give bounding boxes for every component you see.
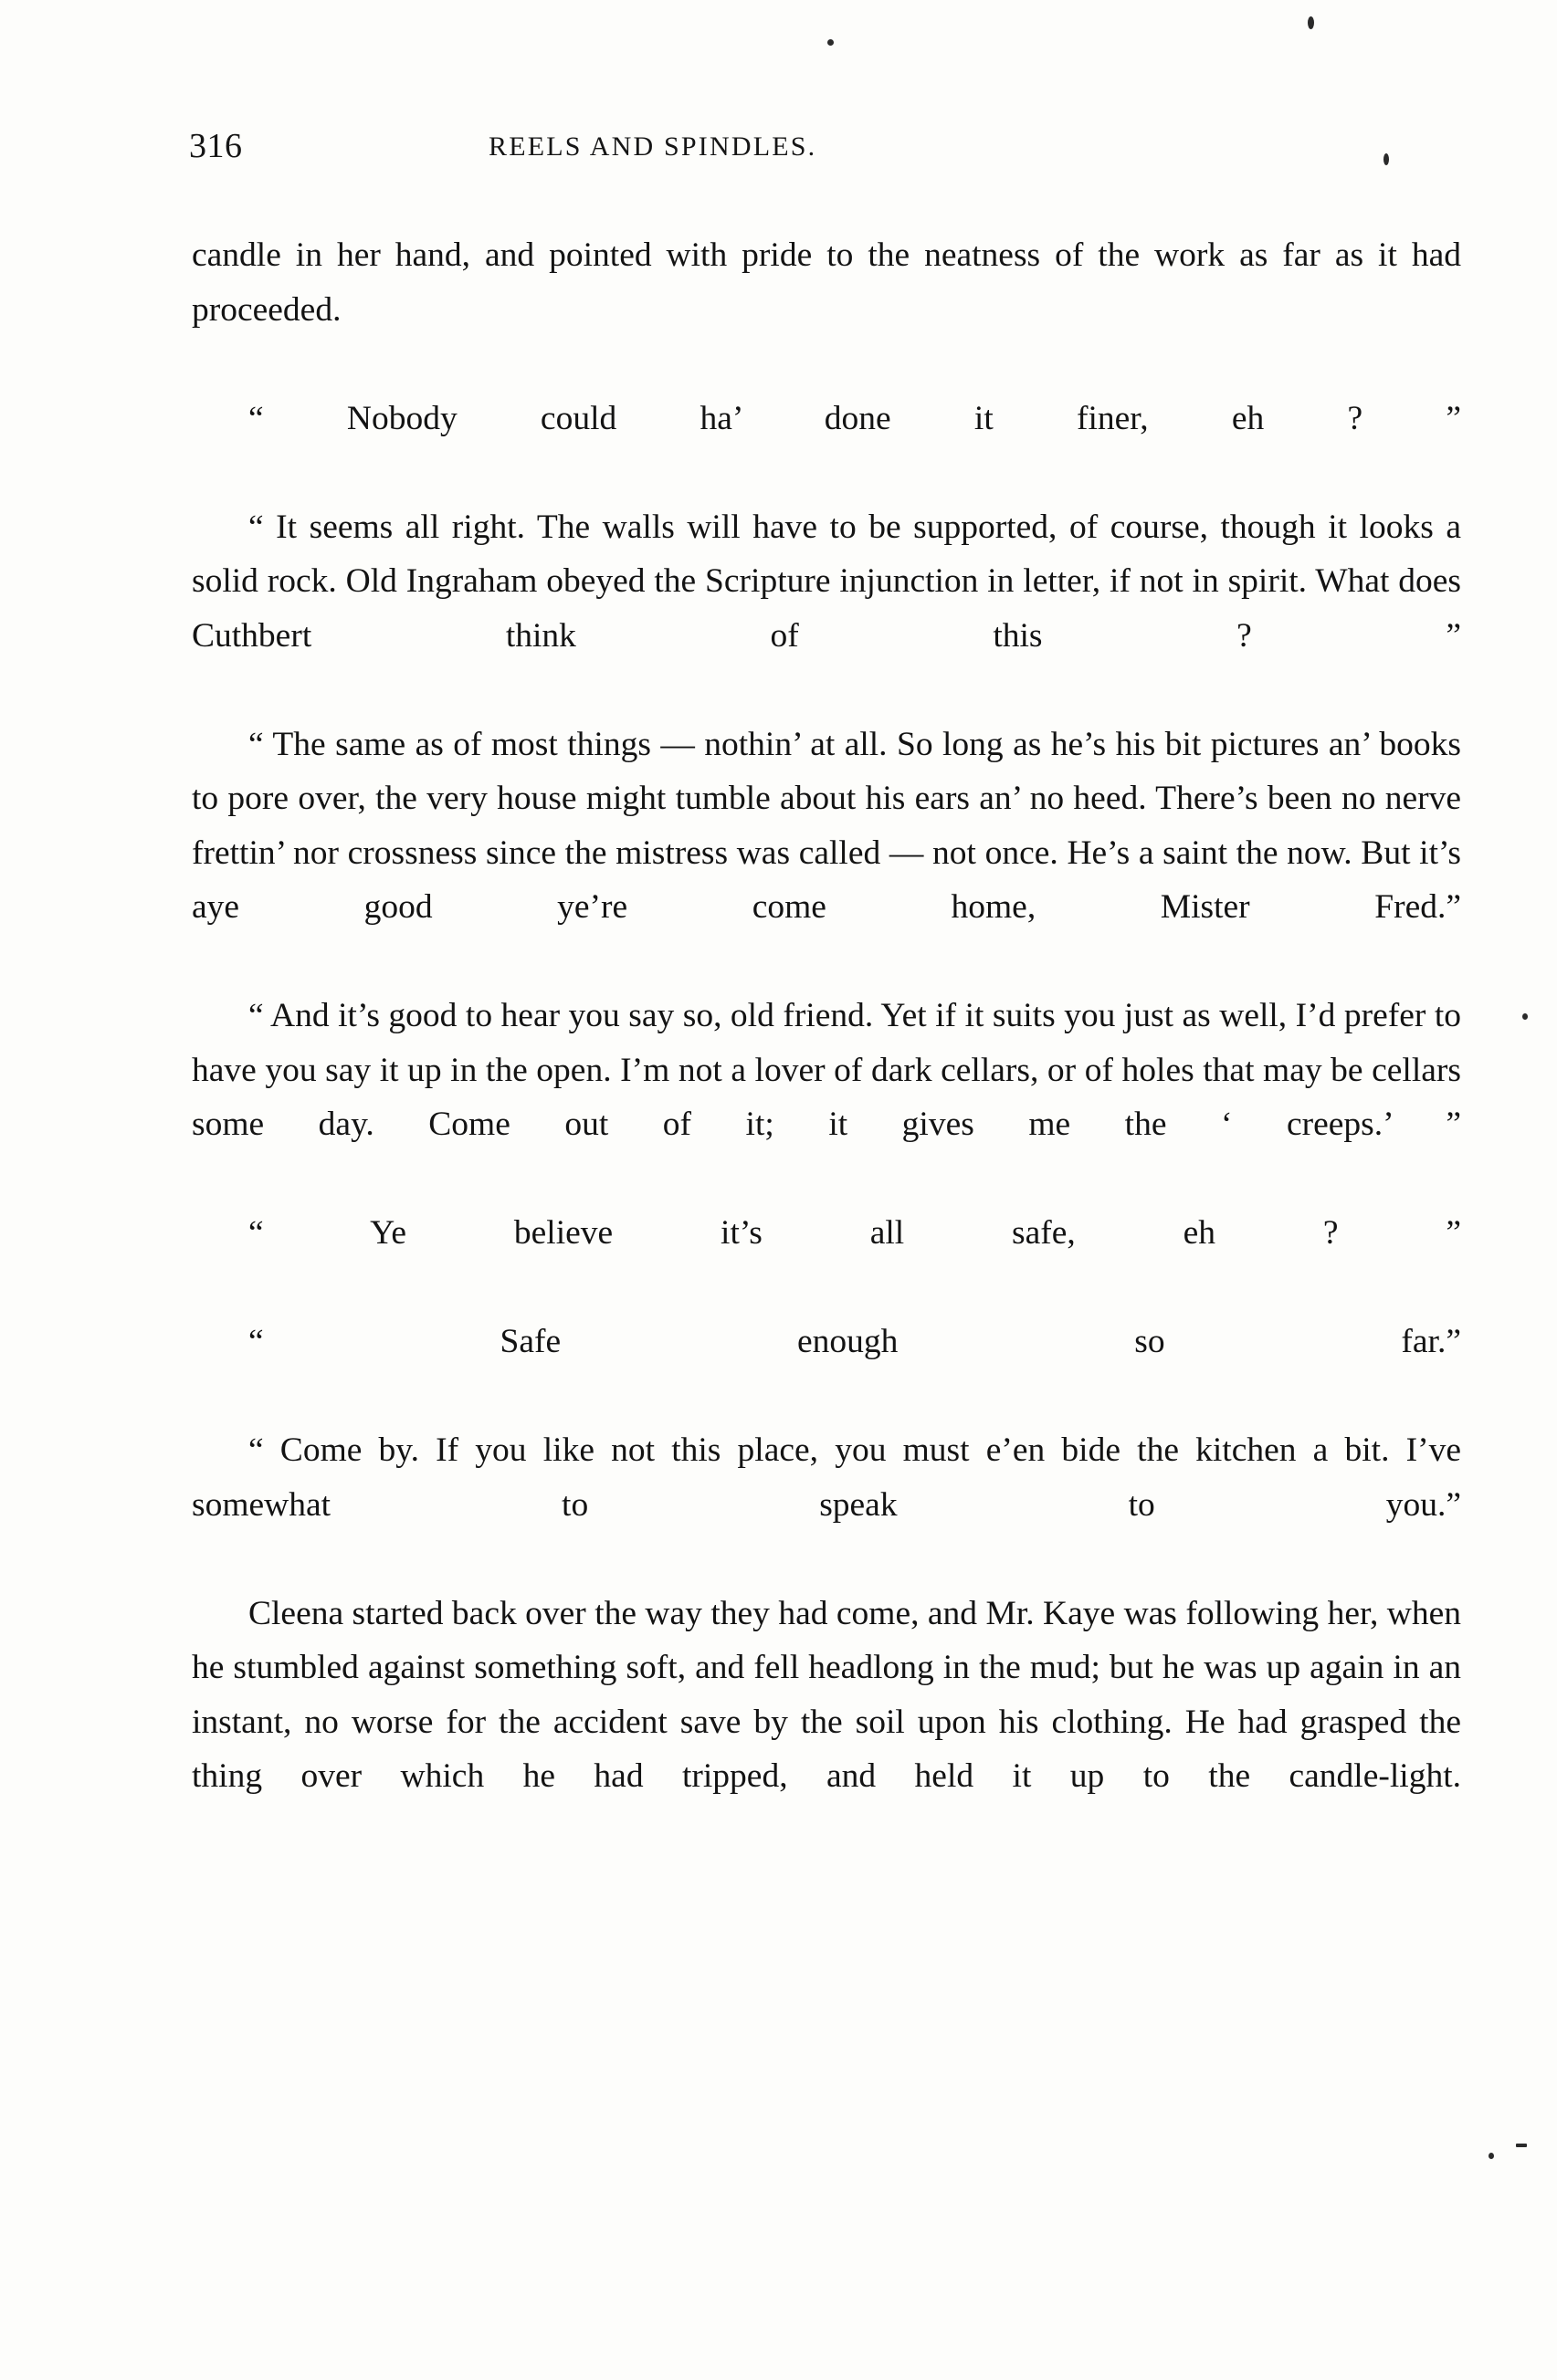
page-number: 316 [189,127,243,165]
paragraph: “ And it’s good to hear you say so, old friend. Yet if it suits you just as well, I’d prefer to have you say it up in the open. I’m not a lover of dark cellars, or of holes that may be cellars some day. Come out of it; it gives me the ‘ creeps.’ ” [192,997,1461,1143]
page-content [187,110,1466,1795]
running-head: REELS AND SPINDLES. [489,131,817,162]
paragraph: candle in her hand, and pointed with pride to the neatness of the work as far as it had proceeded. [192,236,1461,329]
page-speck-header-dot [827,39,834,46]
page-header [187,110,1466,192]
paragraph: “ It seems all right. The walls will have to be supported, of course, though it looks a solid rock. Old Ingraham obeyed the Scripture injunction in letter, if not in spirit. What does Cuthbert think of this ? ” [192,508,1461,655]
paragraph: “ Nobody could ha’ done it finer, eh ? ” [248,399,1461,437]
paragraph: “ Come by. If you like not this place, you must e’en bide the kitchen a bit. I’ve somewhat to speak to you.” [192,1431,1461,1524]
paragraph: “ Safe enough so far.” [248,1323,1461,1360]
paragraph: Cleena started back over the way they had come, and Mr. Kaye was following her, when he stumbled against something soft, and fell headlong in the mud; but he was up again in an instant, no worse for the accident save by the soil upon his clothing. He had grasped the thing over which he had tripped, and held it up to the candle-light. [192,1594,1461,1795]
paragraph: “ The same as of most things — nothin’ at all. So long as he’s his bit pictures an’ books to pore over, the very house might tumble about his ears an’ no heed. There’s been no nerve frettin’ nor crossness since the mistress was called — not once. He’s a saint the now. But it’s aye good ye’re come home, Mister Fred.” [192,725,1461,926]
body-text [192,228,1461,1858]
margin-speck-right-mid [1522,1013,1528,1020]
paragraph: “ Ye believe it’s all safe, eh ? ” [248,1214,1461,1252]
margin-speck-bottom-right [1489,2153,1494,2159]
header-margin-speck [1383,153,1389,165]
margin-speck-bottom-right-2 [1516,2144,1527,2147]
page-speck-top [1308,16,1314,29]
